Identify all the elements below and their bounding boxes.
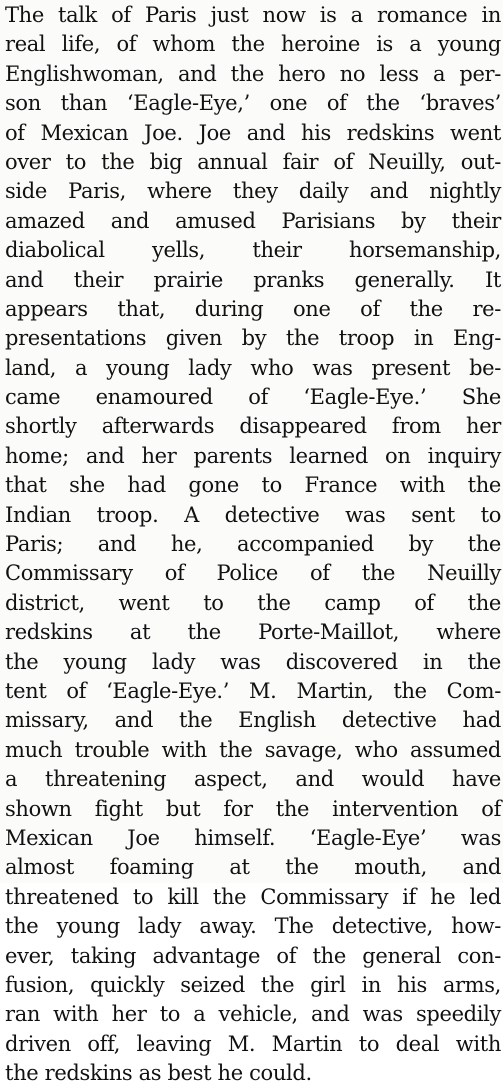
article-line: that she had gone to France with the bbox=[5, 473, 501, 498]
article-line: side Paris, where they daily and nightly bbox=[5, 179, 501, 204]
article-line: shortly afterwards disappeared from her bbox=[5, 414, 501, 439]
article-line: redskins at the Porte-Maillot, where bbox=[5, 620, 501, 645]
article-line: The talk of Paris just now is a romance in bbox=[5, 3, 501, 27]
article-line: presentations given by the troop in Eng- bbox=[5, 326, 501, 351]
article-line: much trouble with the savage, who assumed bbox=[5, 737, 501, 762]
article-line: ever, taking advantage of the general con- bbox=[5, 943, 501, 968]
article-line: real life, of whom the heroine is a young bbox=[5, 32, 501, 57]
article-line: ran with her to a vehicle, and was speedily bbox=[5, 1002, 501, 1027]
article-line: the young lady was discovered in the bbox=[5, 649, 501, 674]
article-line: Englishwoman, and the hero no less a per- bbox=[5, 61, 501, 86]
article-line-last: the redskins as best he could. bbox=[5, 1061, 312, 1086]
article-line: Indian troop. A detective was sent to bbox=[5, 502, 501, 527]
article-line: Paris; and he, accompanied by the bbox=[5, 532, 501, 557]
article-line: missary, and the English detective had bbox=[5, 708, 501, 733]
article-line: land, a young lady who was present be- bbox=[5, 355, 501, 380]
article-line: district, went to the camp of the bbox=[5, 590, 501, 615]
article-line: and their prairie pranks generally. It bbox=[5, 267, 501, 292]
article-line: came enamoured of ‘Eagle-Eye.’ She bbox=[5, 385, 501, 410]
article-line: fusion, quickly seized the girl in his arms, bbox=[5, 972, 501, 997]
article-line: threatened to kill the Commissary if he led bbox=[5, 884, 501, 909]
article-line: almost foaming at the mouth, and bbox=[5, 855, 501, 880]
article-line: son than ‘Eagle-Eye,’ one of the ‘braves’ bbox=[5, 91, 501, 116]
article-line: home; and her parents learned on inquiry bbox=[5, 443, 501, 468]
article-line: Commissary of Police of the Neuilly bbox=[5, 561, 501, 586]
article-line: a threatening aspect, and would have bbox=[5, 767, 501, 792]
article-line: driven off, leaving M. Martin to deal with bbox=[5, 1031, 501, 1056]
article-line: shown fight but for the intervention of bbox=[5, 796, 501, 821]
article-line: amazed and amused Parisians by their bbox=[5, 208, 501, 233]
article-line: of Mexican Joe. Joe and his redskins went bbox=[5, 120, 501, 145]
article-line: appears that, during one of the re- bbox=[5, 296, 501, 321]
article-line: diabolical yells, their horsemanship, bbox=[5, 238, 501, 263]
article-column bbox=[5, 1, 501, 1088]
article-line: the young lady away. The detective, how- bbox=[5, 914, 501, 939]
article-line: tent of ‘Eagle-Eye.’ M. Martin, the Com- bbox=[5, 678, 501, 703]
article-line: over to the big annual fair of Neuilly, out- bbox=[5, 149, 501, 174]
article-line: Mexican Joe himself. ‘Eagle-Eye’ was bbox=[5, 825, 501, 850]
